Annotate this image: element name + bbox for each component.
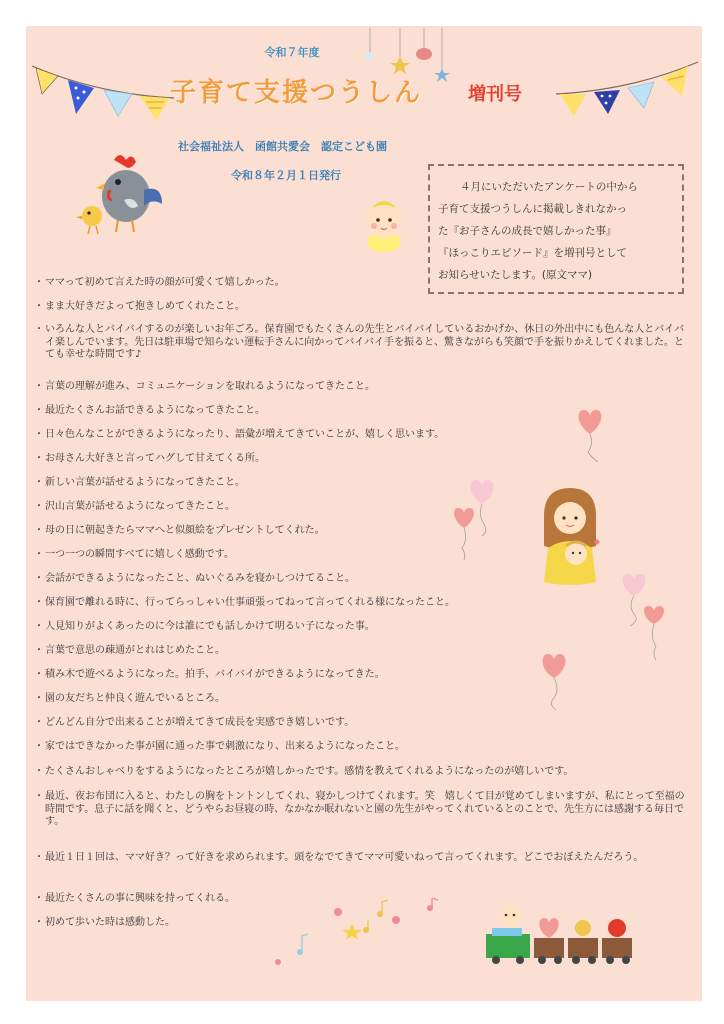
list-item: ・ たくさんおしゃべりをするようになったところが嬉しかったです。感情を教えてくれるようになったのが嬉しいです。	[34, 766, 574, 777]
notice-line: 『ほっこりエピソード』を増刊号として	[438, 247, 627, 259]
music-notes-icon	[272, 898, 442, 970]
bunting-flags-left-icon	[28, 58, 178, 122]
list-item: ・ ママって初めて言えた時の顔が可愛くて嬉しかった。	[34, 277, 285, 288]
list-item: ・ 沢山言葉が話せるようになってきたこと。	[34, 501, 235, 512]
list-item: ・ 家ではできなかった事が園に通った事で刺激になり、出来るようになったこと。	[34, 741, 405, 752]
notice-line: お知らせいたします。(原文ママ)	[438, 269, 593, 281]
toy-train-icon	[480, 900, 644, 970]
baby-icon	[358, 196, 410, 252]
list-item: ・ 新しい言葉が話せるようになってきたこと。	[34, 477, 245, 488]
list-item: ・ まま大好きだよって抱きしめてくれたこと。	[34, 301, 245, 312]
list-item: ・ 一つ一つの瞬間すべてに嬉しく感動です。	[34, 549, 234, 560]
list-item: ・ 最近たくさんの事に興味を持ってくれる。	[34, 893, 235, 904]
list-item: ・ 最近たくさんお話できるようになってきたこと。	[34, 405, 265, 416]
list-item: ・ お母さん大好きと言ってハグして甘えてくる所。	[34, 453, 265, 464]
list-item: ・ 言葉の理解が進み、コミュニケーションを取れるようになってきたこと。	[34, 381, 375, 392]
list-item: ・ どんどん自分で出来ることが増えてきて成長を実感でき嬉しいです。	[34, 717, 355, 728]
notice-line: た『お子さんの成長で嬉しかった事』	[438, 225, 617, 237]
list-item: ・ 言葉で意思の疎通がとれはじめたこと。	[34, 645, 225, 656]
list-item: ・ いろんな人とバイバイするのが楽しいお年ごろ。保育園でもたくさんの先生とバイバイしているおかげか、休日の外出中にも色んな人とバイバイ楽しんでいます。先日は駐車場で知らない運転手さんに向かってバイバイ手を振ると、驚きながらも笑顔で手を振りかえしてくれました。とても幸せな時間です♪	[34, 324, 685, 360]
notice-line: ４月にいただいたアンケートの中から	[460, 181, 638, 193]
list-item: ・ 最近、夜お布団に入ると、わたしの胸をトントンしてくれ、寝かしつけてくれます。笑 嬉しくて目が覚めてしまいますが、私にとって至福の時間です。息子に話を聞くと、どうやらお昼寝の時、なかなか眠れないと園の先生がやってくれているとのことで、先生方には感謝する毎日です。	[34, 791, 685, 827]
list-item: ・ 初めて歩いた時は感動した。	[34, 917, 175, 928]
fiscal-year-label: 令和７年度	[264, 46, 320, 59]
rooster-and-chick-icon	[74, 150, 166, 242]
list-item: ・ 母の日に朝起きたらママへと似顔絵をプレゼントしてくれた。	[34, 525, 325, 536]
special-issue-label: 増刊号	[468, 84, 522, 105]
list-item: ・ 積み木で遊べるようになった。拍手、バイバイができるようになってきた。	[34, 669, 385, 680]
newsletter-title: 子育て支援つうしん	[170, 78, 423, 108]
list-item: ・ 最近１日１回は、ママ好き？って好きを求められます。頭をなでてきてママ可愛いねって言ってくれます。どこでおぼえたんだろう。	[34, 852, 644, 863]
list-item: ・ 人見知りがよくあったのに今は誰にでも話しかけて明るい子になった事。	[34, 621, 375, 632]
list-item: ・ 日々色んなことができるようになったり、語彙が増えてきていことが、嬉しく思います。	[34, 429, 445, 440]
list-item: ・ 保育園で離れる時に、行ってらっしゃい仕事頑張ってねって言ってくれる様になったこと。	[34, 597, 455, 608]
bunting-flags-right-icon	[552, 54, 702, 118]
list-item: ・ 会話ができるようになったこと、ぬいぐるみを寝かしつけてること。	[34, 573, 355, 584]
list-item: ・ 園の友だちと仲良く遊んでいるところ。	[34, 693, 225, 704]
issue-date: 令和８年２月１日発行	[231, 169, 341, 182]
notice-line: 子育て支援つうしんに掲載しきれなかっ	[438, 203, 627, 215]
notice-box	[428, 164, 684, 294]
organization-name: 社会福祉法人 函館共愛会 認定こども園	[178, 140, 387, 153]
